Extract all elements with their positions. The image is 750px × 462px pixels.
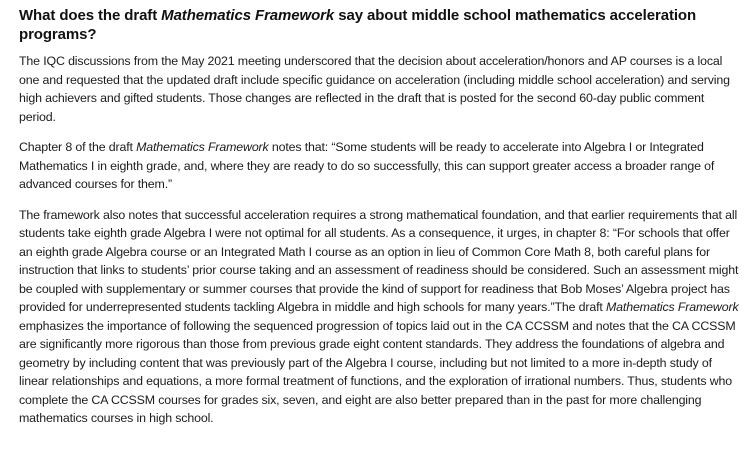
paragraph-2-prefix: Chapter 8 of the draft (19, 140, 137, 154)
answer-paragraph-1: The IQC discussions from the May 2021 meeting underscored that the decision about acceleration/honors and AP courses is a local one and requested that the updated draft include specific guidance on acceleration (including middle school acceleration) and serving high achievers and gifted students. Those changes are reflected in the draft that is posted for the second 60-day public comment period. (19, 54, 730, 124)
question-suffix: say about middle school mathematics acceleration programs? (19, 7, 697, 43)
paragraph-3-suffix: emphasizes the importance of following the sequenced progression of topics laid out in the CA CCSSM and notes that the CA CCSSM are significantly more rigorous than those from previous grade eight content standards. They address the foundations of algebra and geometry by including content that was previously part of the Algebra I course, including but not limited to a more in-depth study of linear relationships and equations, a more formal treatment of functions, and the exploration of irrational numbers. Thus, students who complete the CA CCSSM courses for grades six, seven, and eight are also better prepared than in the past for more challenging mathematics courses in high school. (19, 318, 736, 425)
answer-paragraph-2 (19, 138, 742, 194)
paragraph-3-prefix: The framework also notes that successful acceleration requires a strong mathematical foundation, and that earlier requirements that all students take eighth grade Algebra I were not optimal for all students. As a consequence, it urges, in chapter 8: “For schools that offer an eighth grade Algebra course or an Integrated Math I course as an option in lieu of Common Core Math 8, both careful plans for instruction that links to students’ prior course taking and an assessment of readiness should be considered. Such an assessment might be coupled with supplementary or summer courses that provide the kind of support for readiness that Bob Moses’ Algebra project has provided for underrepresented students tackling Algebra in middle and high schools for many years.”The draft (19, 207, 739, 314)
question-prefix: What does the draft (19, 7, 162, 24)
question-emphasis: Mathematics Framework (161, 7, 335, 24)
paragraph-2-suffix: notes that: “Some students will be ready to accelerate into Algebra I or Integrated Mathematics I in eighth grade, and, where they are ready to do so successfully, this can support greater access a broader range of advanced courses for them.” (19, 140, 715, 191)
answer-paragraph-3 (19, 206, 742, 428)
question-heading (19, 6, 742, 44)
paragraph-2-emphasis: Mathematics Framework (136, 140, 269, 154)
paragraph-3-emphasis: Mathematics Framework (606, 300, 739, 314)
